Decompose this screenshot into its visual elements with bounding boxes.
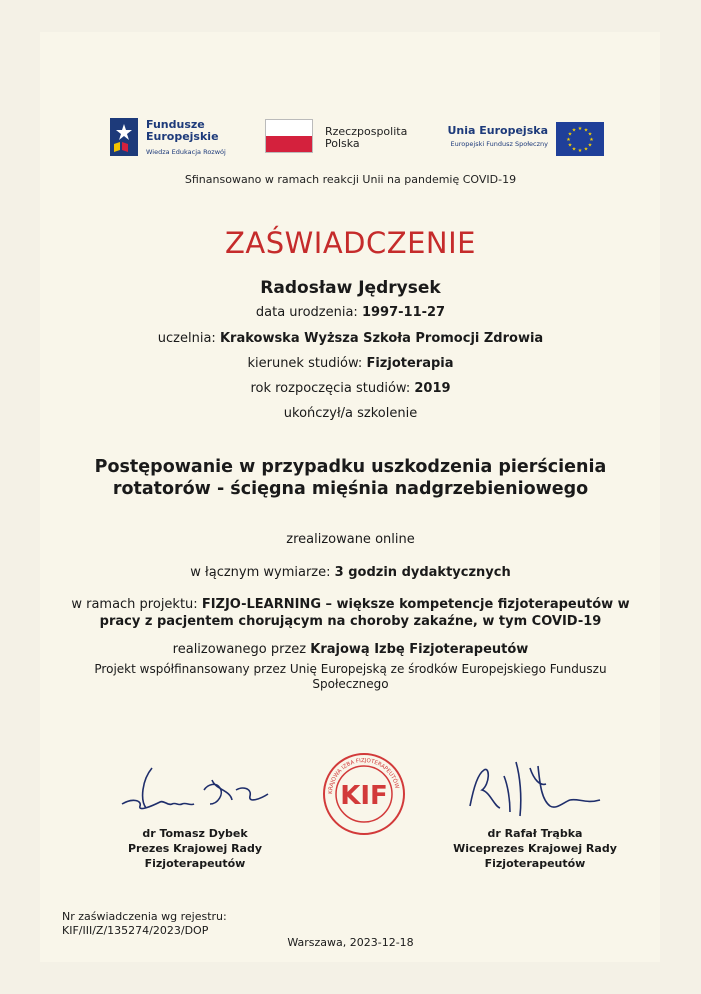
hours-line: [0, 565, 701, 580]
signature-right-role1: Wiceprezes Krajowej Rady: [453, 842, 617, 855]
registry-label: Nr zaświadczenia wg rejestru:: [62, 910, 227, 923]
hours-label: w łącznym wymiarze:: [190, 565, 331, 580]
start-year-value: 2019: [414, 381, 451, 396]
place-date: Warszawa, 2023-12-18: [287, 936, 414, 949]
course-title-line1: Postępowanie w przypadku uszkodzenia pierścienia: [94, 457, 607, 477]
university-label: uczelnia:: [157, 331, 216, 346]
project-label: w ramach projektu:: [71, 597, 198, 612]
start-year-label: rok rozpoczęcia studiów:: [250, 381, 411, 396]
university-line: [0, 331, 701, 346]
project-block: [60, 596, 641, 630]
svg-text:★: ★: [577, 126, 583, 132]
birth-date-line: [0, 305, 701, 320]
svg-text:★: ★: [566, 137, 571, 143]
fe-star-icon: [110, 118, 138, 156]
realized-by-label: realizowanego przez: [172, 642, 307, 657]
svg-text:★: ★: [577, 148, 583, 154]
svg-text:★: ★: [583, 146, 589, 153]
fundusze-europejskie-logo: [110, 114, 250, 164]
signature-right-role2: Fizjoterapeutów: [484, 857, 586, 870]
cofinanced-note: Projekt współfinansowany przez Unię Europejską ze środków Europejskiego Funduszu Społecznego: [94, 662, 607, 691]
svg-text:★: ★: [587, 142, 593, 149]
field-line: [0, 356, 701, 371]
ue-title: Unia Europejska: [447, 124, 548, 137]
fe-title-line2: Europejskie: [146, 130, 219, 143]
field-label: kierunek studiów:: [247, 356, 363, 371]
logos-bar: [110, 114, 610, 164]
birth-value: 1997-11-27: [361, 305, 446, 320]
eu-flag-icon: [556, 122, 604, 156]
completed-line: ukończył/a szkolenie: [283, 406, 418, 421]
signature-left-role1: Prezes Krajowej Rady: [127, 842, 263, 855]
signature-left-name: dr Tomasz Dybek: [142, 827, 248, 840]
svg-text:★: ★: [587, 131, 593, 138]
ue-subtitle: Europejski Fundusz Społeczny: [450, 140, 548, 148]
recipient-name: Radosław Jędrysek: [260, 278, 441, 298]
financing-note: Sfinansowano w ramach reakcji Unii na pandemię COVID-19: [184, 173, 517, 186]
svg-text:★: ★: [567, 142, 573, 149]
project-value-line1: FIZJO-LEARNING – większe kompetencje fizjoterapeutów w: [201, 597, 630, 612]
project-value-line2: pracy z pacjentem chorującym na choroby zakaźne, w tym COVID-19: [99, 614, 602, 629]
signature-left-role2: Fizjoterapeutów: [144, 857, 246, 870]
rp-line2: Polska: [325, 137, 360, 150]
svg-text:★: ★: [571, 127, 577, 134]
realized-by-value: Krajową Izbę Fizjoterapeutów: [310, 642, 529, 657]
signature-right-caption: [440, 826, 630, 871]
seal-logo: KIF: [340, 781, 388, 811]
signature-left-caption: [110, 826, 280, 871]
svg-text:★: ★: [567, 131, 573, 138]
field-value: Fizjoterapia: [366, 356, 454, 371]
signature-right-name: dr Rafał Trąbka: [487, 827, 583, 840]
certificate-title: ZAŚWIADCZENIE: [224, 226, 477, 260]
svg-text:★: ★: [583, 127, 589, 134]
svg-text:★: ★: [589, 137, 594, 143]
rp-line1: Rzeczpospolita: [325, 125, 408, 138]
registry-number: [62, 910, 227, 938]
course-title: [60, 456, 641, 500]
unia-europejska-logo: [440, 122, 610, 162]
polish-flag-icon: [265, 119, 313, 153]
realized-by-line: [0, 642, 701, 657]
kif-seal-icon: [322, 752, 406, 836]
seal-text: KRAJOWA IZBA FIZJOTERAPEUTÓW: [327, 757, 400, 795]
registry-value: KIF/III/Z/135274/2023/DOP: [62, 924, 209, 937]
fe-title-line1: Fundusze: [146, 118, 205, 131]
start-year-line: [0, 381, 701, 396]
signature-left-image: [112, 760, 272, 820]
hours-value: 3 godzin dydaktycznych: [334, 565, 511, 580]
birth-label: data urodzenia:: [255, 305, 358, 320]
course-title-line2: rotatorów - ścięgna mięśnia nadgrzebieniowego: [112, 479, 589, 499]
signature-right-image: [460, 756, 610, 822]
mode-line: zrealizowane online: [286, 532, 415, 547]
rzeczpospolita-polska-logo: [265, 119, 415, 159]
svg-text:★: ★: [571, 146, 577, 153]
fe-subtitle: Wiedza Edukacja Rozwój: [146, 148, 226, 156]
university-value: Krakowska Wyższa Szkoła Promocji Zdrowia: [219, 331, 544, 346]
